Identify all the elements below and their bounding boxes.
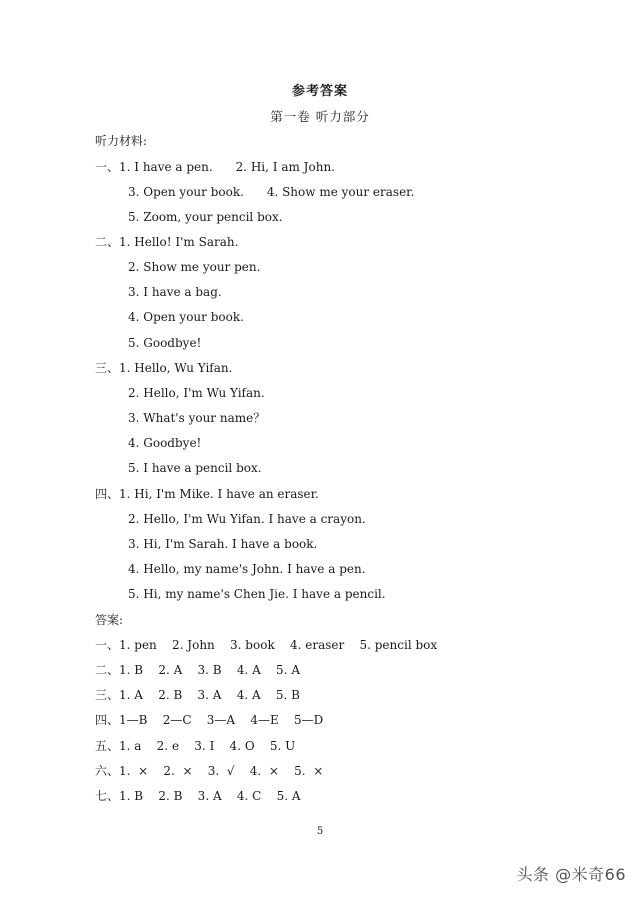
text-line: 5. I have a pencil box. [128,461,262,475]
answer-line: 五、1. a 2. e 3. I 4. O 5. U [95,739,296,753]
text-line: 三、1. Hello, Wu Yifan. [95,361,233,375]
text-line: 5. Hi, my name's Chen Jie. I have a pencil. [128,587,386,601]
answer-line: 二、1. B 2. A 3. B 4. A 5. A [95,663,300,677]
answer-line: 六、1. × 2. × 3. √ 4. × 5. × [95,764,324,778]
text-line: 4. Hello, my name's John. I have a pen. [128,562,366,576]
answer-line: 七、1. B 2. B 3. A 4. C 5. A [95,789,301,803]
text-line: 二、1. Hello! I'm Sarah. [95,235,239,249]
text-line: 5. Goodbye! [128,336,202,350]
answer-line: 四、1—B 2—C 3—A 4—E 5—D [95,713,324,727]
text-line: 3. Hi, I'm Sarah. I have a book. [128,537,318,551]
text-line: 2. Hello, I'm Wu Yifan. [128,386,265,400]
text-line: 5. Zoom, your pencil box. [128,210,283,224]
watermark: 头条 @米奇66 [516,865,626,884]
text-line: 3. What's your name？ [128,411,266,425]
answers-heading: 答案: [95,613,124,627]
text-line: 2. Hello, I'm Wu Yifan. I have a crayon. [128,512,366,526]
text-line: 2. Show me your pen. [128,260,261,274]
page-title: 参考答案 [291,84,348,99]
answer-line: 三、1. A 2. B 3. A 4. A 5. B [95,688,300,702]
page-number: 5 [316,826,324,837]
listening-material-heading: 听力材料: [95,134,148,148]
answer-line: 一、1. pen 2. John 3. book 4. eraser 5. pencil box [95,638,438,652]
text-line: 3. Open your book. 4. Show me your eraser. [128,185,415,199]
text-line: 4. Open your book. [128,310,244,324]
text-line: 4. Goodbye! [128,436,202,450]
text-line: 一、1. I have a pen. 2. Hi, I am John. [95,160,335,174]
text-line: 四、1. Hi, I'm Mike. I have an eraser. [95,487,319,501]
section-subtitle: 第一卷 听力部分 [270,109,370,124]
text-line: 3. I have a bag. [128,285,222,299]
